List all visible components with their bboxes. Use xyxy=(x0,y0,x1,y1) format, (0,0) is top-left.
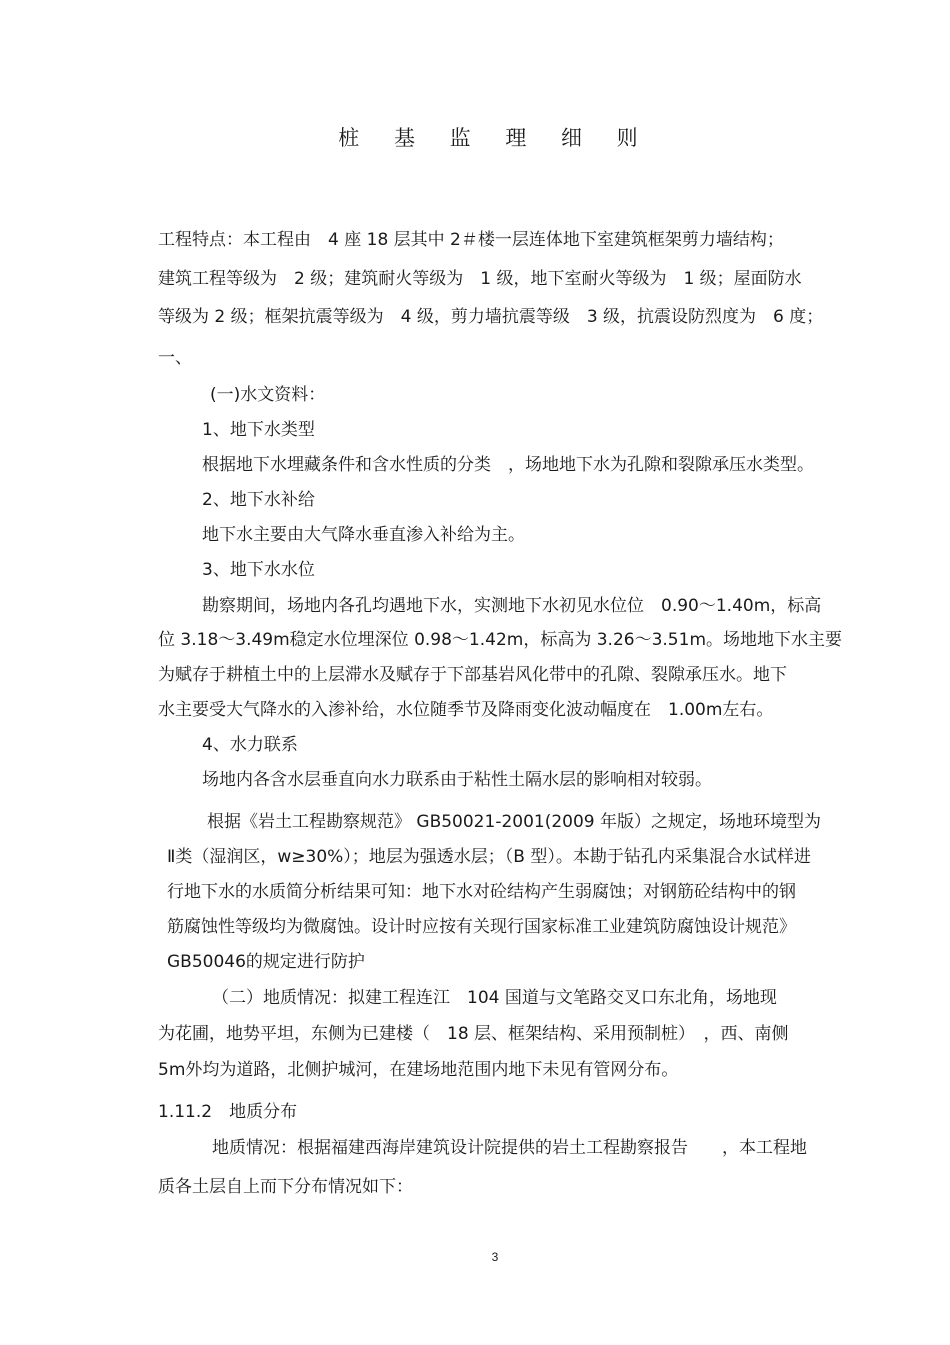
text-line: 地质情况：根据福建西海岸建筑设计院提供的岩土工程勘察报告 ，本工程地 xyxy=(212,1138,807,1158)
text-line: 一、 xyxy=(158,348,192,368)
text-line: 为花圃，地势平坦，东侧为已建楼（ 18 层、框架结构、采用预制桩） ，西、南侧 xyxy=(158,1024,789,1044)
text-line: 根据地下水埋藏条件和含水性质的分类 ，场地地下水为孔隙和裂隙承压水类型。 xyxy=(202,455,814,475)
text-line: 根据《岩土工程勘察规范》 GB50021-2001(2009 年版）之规定，场地环境型为 xyxy=(207,812,822,832)
text-line: 1.11.2 地质分布 xyxy=(158,1102,298,1122)
text-line: 1、地下水类型 xyxy=(202,420,315,440)
document-title: 桩 基 监 理 细 则 xyxy=(338,126,652,150)
text-line: 工程特点：本工程由 4 座 18 层其中 2＃楼一层连体地下室建筑框架剪力墙结构； xyxy=(158,230,784,250)
text-line: 行地下水的水质简分析结果可知：地下水对砼结构产生弱腐蚀；对钢筋砼结构中的钢 xyxy=(167,882,796,902)
text-line: 5m外均为道路，北侧护城河，在建场地范围内地下未见有管网分布。 xyxy=(158,1060,679,1080)
text-line: （二）地质情况：拟建工程连江 104 国道与文笔路交叉口东北角，场地现 xyxy=(212,988,777,1008)
text-line: 位 3.18～3.49m稳定水位埋深位 0.98～1.42m，标高为 3.26～3.51m。场地地下水主要 xyxy=(158,630,842,650)
text-line: 质各土层自上而下分布情况如下： xyxy=(158,1177,413,1197)
text-line: 勘察期间，场地内各孔均遇地下水，实测地下水初见水位位 0.90～1.40m，标高 xyxy=(202,596,822,616)
text-line: 场地内各含水层垂直向水力联系由于粘性土隔水层的影响相对较弱。 xyxy=(202,770,712,790)
text-line: 为赋存于耕植土中的上层滞水及赋存于下部基岩风化带中的孔隙、裂隙承压水。地下 xyxy=(158,665,787,685)
text-line: 筋腐蚀性等级均为微腐蚀。设计时应按有关现行国家标准工业建筑防腐蚀设计规范》 xyxy=(167,917,796,937)
text-line: 2、地下水补给 xyxy=(202,490,315,510)
text-line: 4、水力联系 xyxy=(202,735,298,755)
text-line: 地下水主要由大气降水垂直渗入补给为主。 xyxy=(202,525,525,545)
page-number: 3 xyxy=(491,1250,499,1264)
text-line: 水主要受大气降水的入渗补给，水位随季节及降雨变化波动幅度在 1.00m左右。 xyxy=(158,700,774,720)
text-line: 3、地下水水位 xyxy=(202,560,315,580)
text-line: Ⅱ类（湿润区，w≥30%）；地层为强透水层；（B 型）。本勘于钻孔内采集混合水试样进 xyxy=(167,847,811,867)
text-line: GB50046的规定进行防护 xyxy=(167,952,365,972)
text-line: 建筑工程等级为 2 级；建筑耐火等级为 1 级，地下室耐火等级为 1 级；屋面防水 xyxy=(158,269,802,289)
text-line: (一)水文资料： xyxy=(210,385,326,405)
text-line: 等级为 2 级；框架抗震等级为 4 级，剪力墙抗震等级 3 级，抗震设防烈度为 6 度； xyxy=(158,307,824,327)
